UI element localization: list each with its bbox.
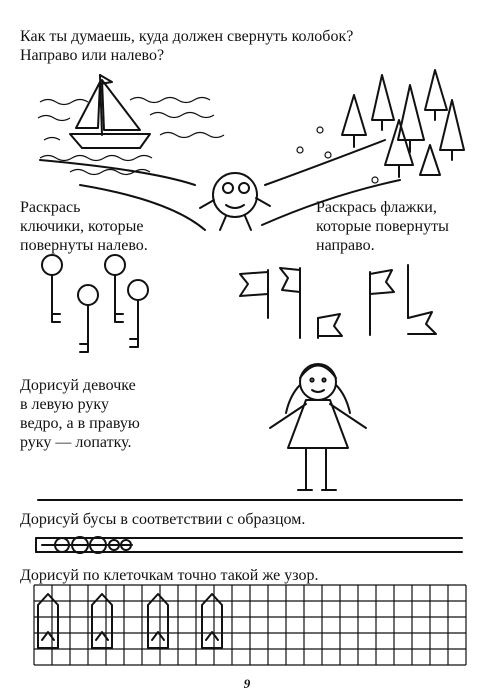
question-text: Как ты думаешь, куда должен свернуть колобок? Направо или налево?	[20, 28, 354, 64]
girl-task-text: Дорисуй девочке в левую руку ведро, а в правую руку — лопатку.	[20, 377, 140, 451]
flags-task-text: Раскрась флажки, которые повернуты направо.	[316, 199, 449, 254]
pattern-task-text: Дорисуй по клеточкам точно такой же узор.	[20, 567, 319, 584]
page-number: 9	[243, 676, 251, 691]
pattern-sample	[38, 594, 222, 648]
keys-task-text: Раскрась ключики, которые повернуты налево.	[20, 199, 148, 254]
beads-task-text: Дорисуй бусы в соответствии с образцом.	[20, 511, 306, 528]
